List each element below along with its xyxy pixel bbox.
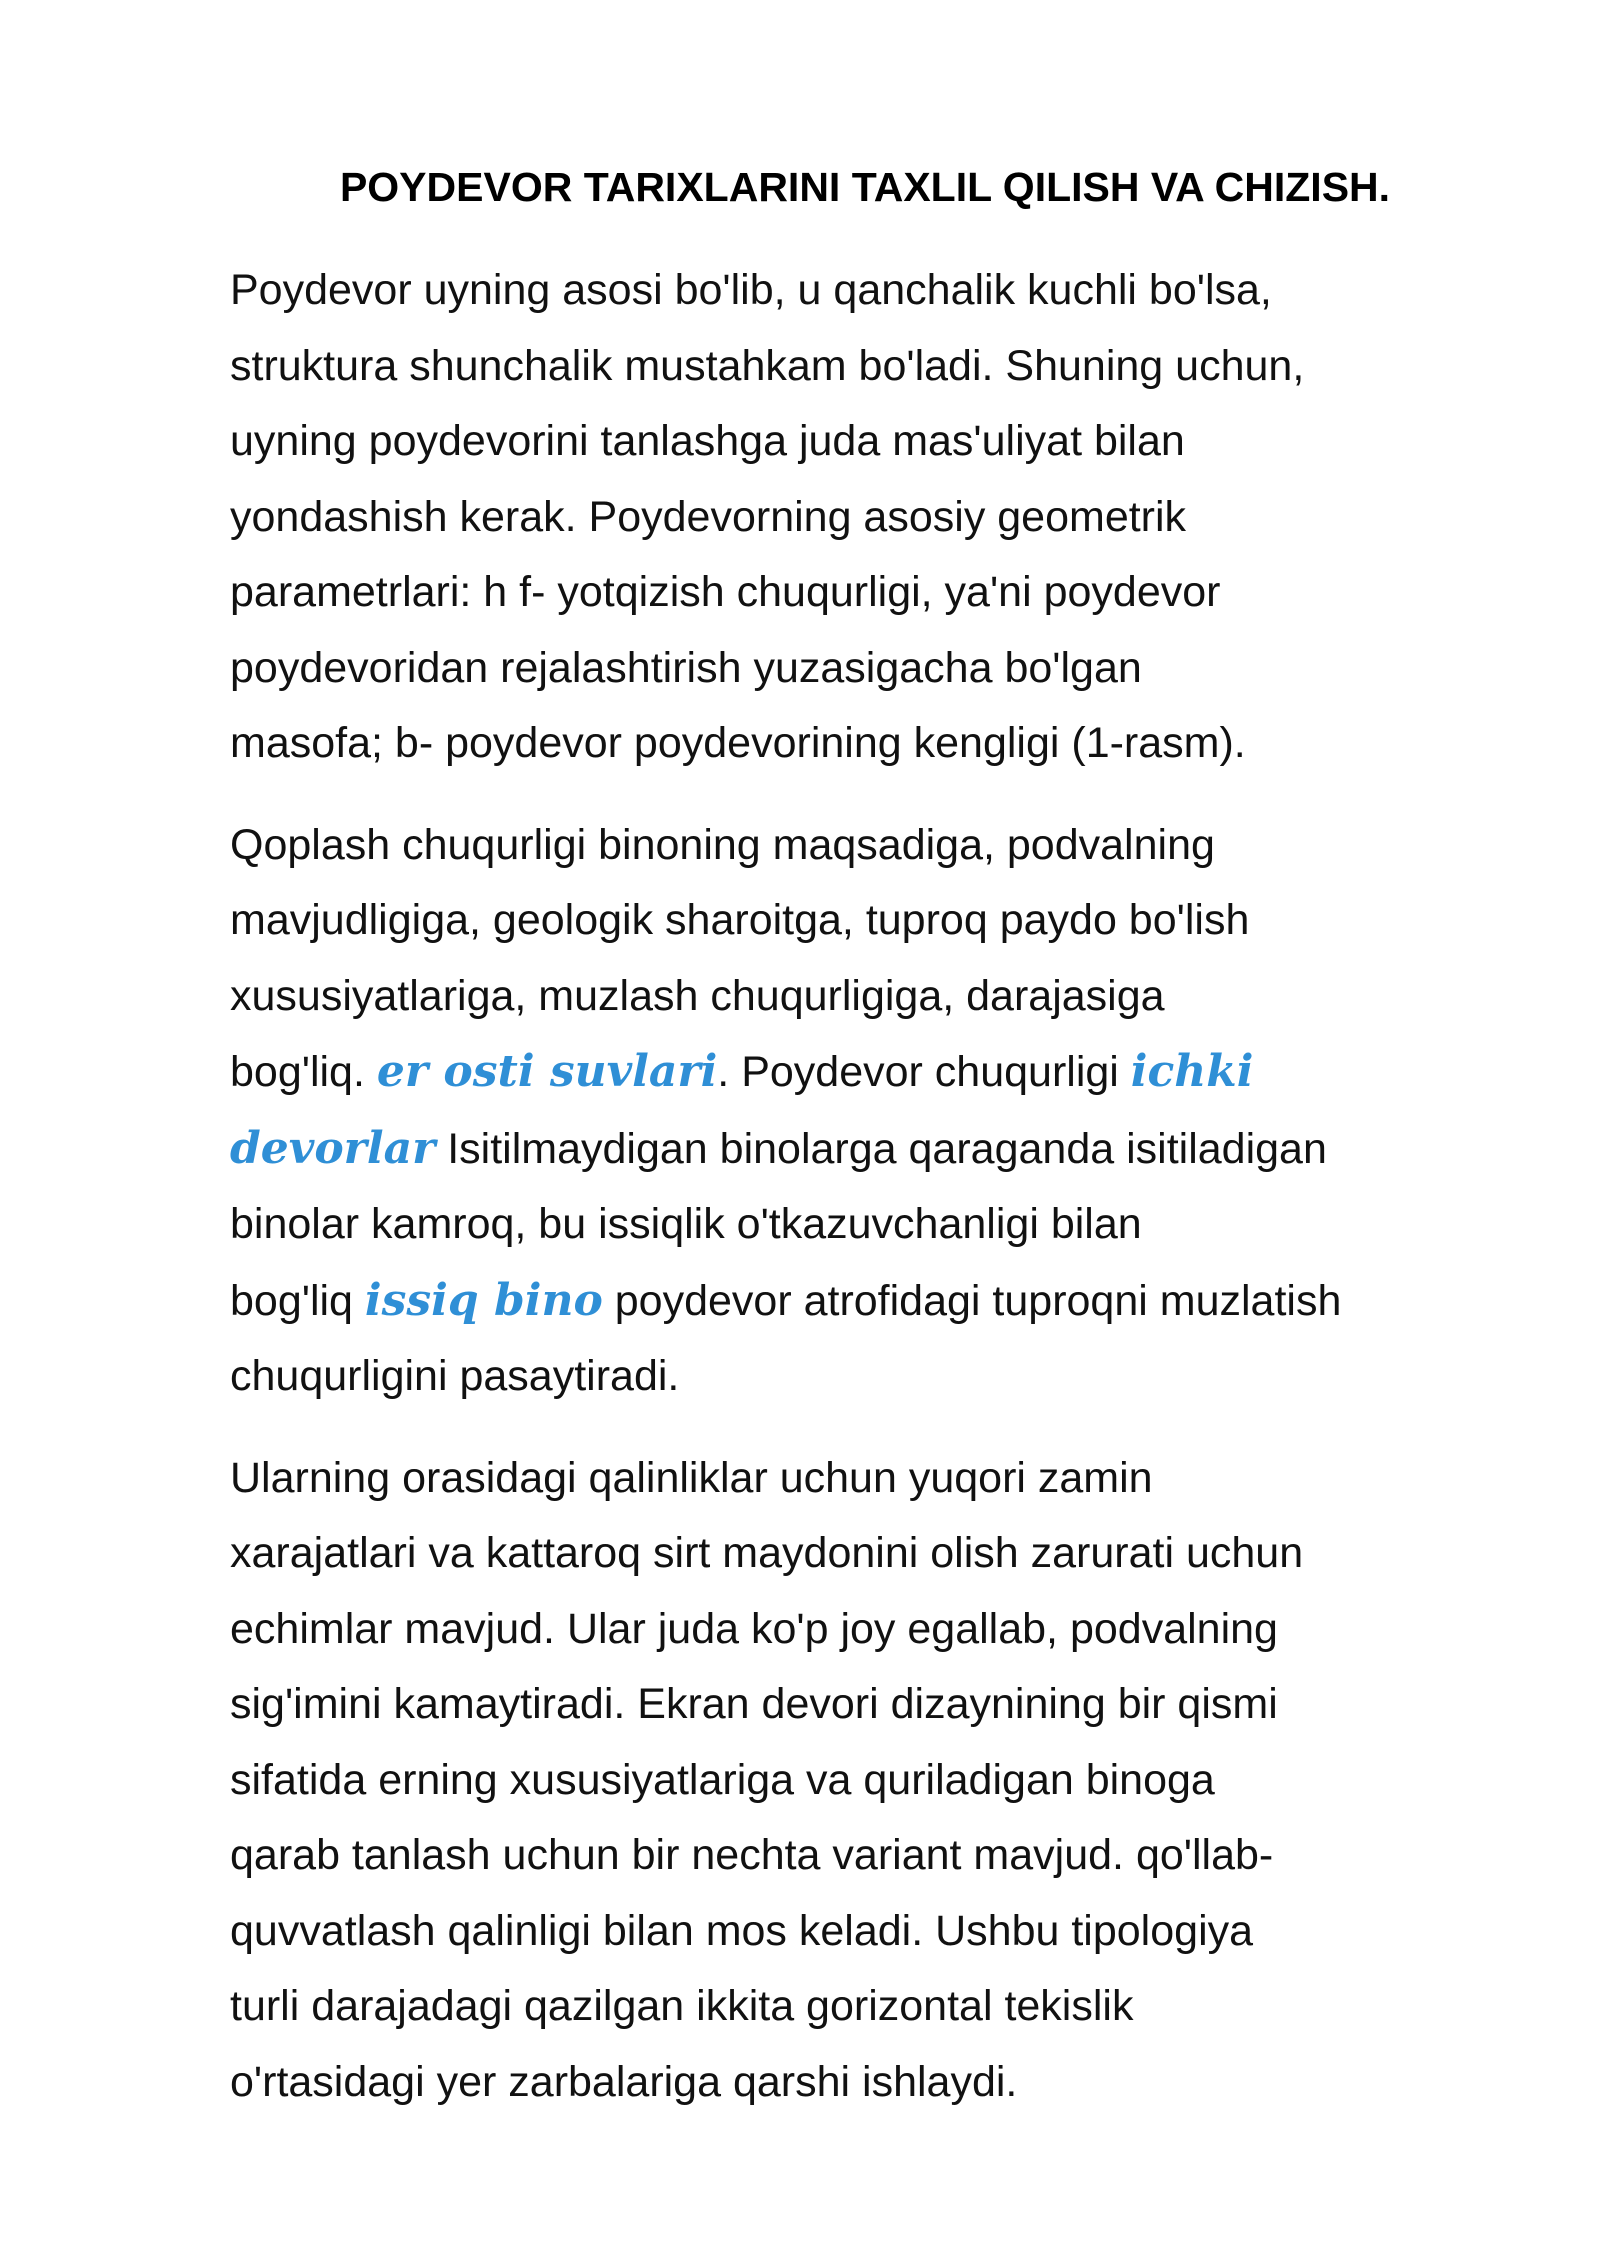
link-ichki-devorlar-part-2[interactable]: devorlar: [230, 1122, 436, 1174]
paragraph-3-line: qarab tanlash uchun bir nechta variant mavjud. qo'llab-: [230, 1831, 1274, 1879]
paragraph-2-line: [230, 1111, 1510, 1188]
paragraph-3-line: Ularning orasidagi qalinliklar uchun yuqori zamin: [230, 1453, 1153, 1502]
text-run: Isitilmaydigan binolarga qaraganda isitiladigan: [435, 1124, 1327, 1173]
paragraph-3-line: sig'imini kamaytiradi. Ekran devori dizaynining bir qismi: [230, 1680, 1278, 1728]
paragraph-2-line: binolar kamroq, bu issiqlik o'tkazuvchanligi bilan: [230, 1200, 1142, 1248]
text-run: bog'liq: [230, 1276, 365, 1325]
text-run: bog'liq.: [230, 1048, 377, 1096]
paragraph-2-line: [230, 1034, 1510, 1111]
paragraph-1-line: yondashish kerak. Poydevorning asosiy geometrik: [230, 492, 1187, 541]
paragraph-3-line: echimlar mavjud. Ular juda ko'p joy egallab, podvalning: [230, 1604, 1278, 1653]
paragraph-3-line: turli darajadagi qazilgan ikkita gorizontal tekislik: [230, 1982, 1134, 2030]
paragraph-2-line: chuqurligini pasaytiradi.: [230, 1352, 680, 1400]
paragraph-1-line: uyning poydevorini tanlashga juda mas'uliyat bilan: [230, 417, 1185, 465]
text-run: poydevor atrofidagi tuproqni muzlatish: [602, 1276, 1342, 1325]
link-issiq-bino[interactable]: issiq bino: [364, 1274, 603, 1326]
paragraph-2-line: [230, 1263, 1510, 1340]
document-title: POYDEVOR TARIXLARINI TAXLIL QILISH VA CHIZISH.: [339, 164, 1391, 210]
paragraph-1-line: poydevoridan rejalashtirish yuzasigacha bo'lgan: [230, 643, 1142, 692]
link-er-osti-suvlari[interactable]: er osti suvlari: [376, 1046, 718, 1097]
paragraph-3-line: xarajatlari va kattaroq sirt maydonini olish zarurati uchun: [230, 1529, 1304, 1577]
paragraph-3-line: sifatida erning xususiyatlariga va quriladigan binoga: [230, 1755, 1215, 1804]
paragraph-3-line: o'rtasidagi yer zarbalariga qarshi ishlaydi.: [230, 2057, 1018, 2106]
paragraph-1-line: struktura shunchalik mustahkam bo'ladi. Shuning uchun,: [230, 341, 1305, 390]
paragraph-1-line: Poydevor uyning asosi bo'lib, u qanchalik kuchli bo'lsa,: [230, 266, 1272, 314]
paragraph-3-line: quvvatlash qalinligi bilan mos keladi. Ushbu tipologiya: [230, 1906, 1254, 1955]
paragraph-1-line: masofa; b- poydevor poydevorining kengligi (1-rasm).: [230, 719, 1246, 767]
link-ichki-devorlar-part-1[interactable]: ichki: [1130, 1046, 1254, 1097]
paragraph-2: [230, 808, 1510, 1415]
text-run: . Poydevor chuqurligi: [717, 1048, 1131, 1096]
document-body: [230, 253, 1510, 2120]
paragraph-2-line: xususiyatlariga, muzlash chuqurligiga, darajasiga: [230, 971, 1165, 1020]
paragraph-1: [230, 253, 1510, 782]
paragraph-2-line: mavjudligiga, geologik sharoitga, tuproq paydo bo'lish: [230, 896, 1250, 944]
paragraph-2-line: Qoplash chuqurligi binoning maqsadiga, podvalning: [230, 820, 1215, 869]
paragraph-1-line: parametrlari: h f- yotqizish chuqurligi, ya'ni poydevor: [230, 568, 1221, 616]
paragraph-3: [230, 1441, 1510, 2121]
